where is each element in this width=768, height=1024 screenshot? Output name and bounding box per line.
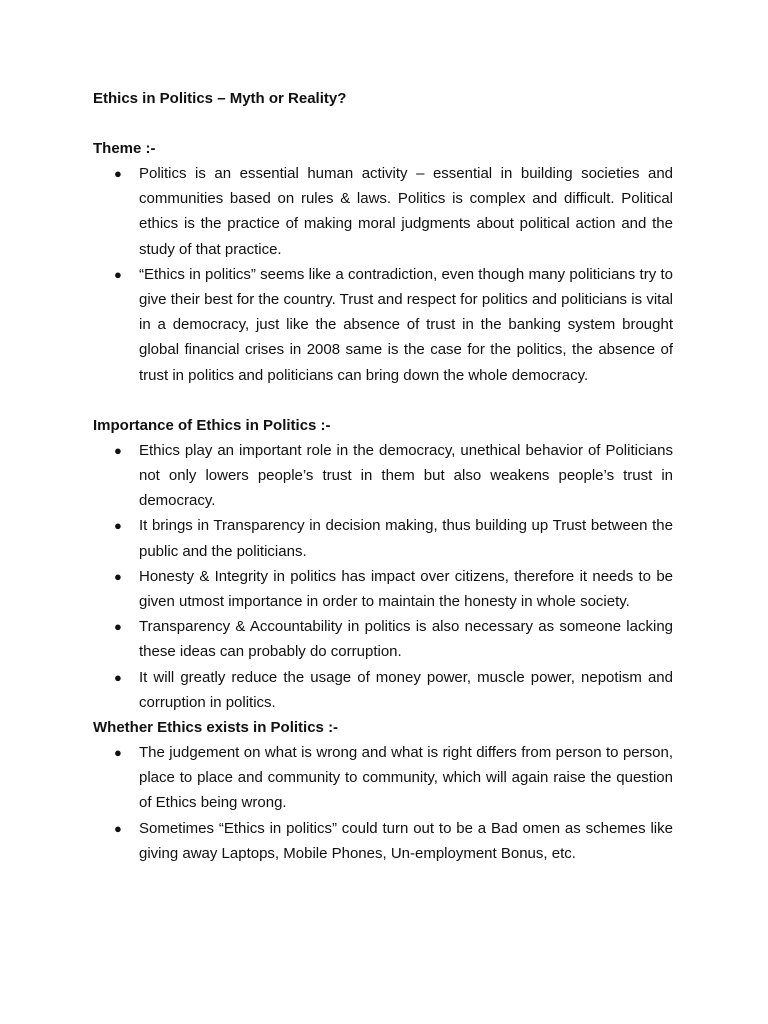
list-item-text: Transparency & Accountability in politics is also necessary as someone lacking these ideas can probably do corruption. [139,618,673,661]
bullet-list-importance [93,438,673,715]
bullet-icon: ● [114,669,122,685]
list-item [93,438,673,514]
spacer [93,388,673,413]
section-heading-existence: Whether Ethics exists in Politics :- [93,719,339,737]
list-item-text: Honesty & Integrity in politics has impact over citizens, therefore it needs to be given utmost importance in order to maintain the honesty in whole society. [139,567,673,611]
bullet-icon: ● [114,745,122,761]
bullet-icon: ● [114,166,122,181]
bullet-list-theme [93,161,673,388]
list-item [93,816,673,866]
bullet-icon: ● [114,266,122,282]
list-item-text: The judgement on what is wrong and what is right differs from person to person, place to place and community to community, which will again raise the question of Ethics being wrong. [139,744,673,812]
document-title: Ethics in Politics – Myth or Reality? [93,90,347,107]
spacer [93,111,673,136]
list-item-text: Ethics play an important role in the democracy, unethical behavior of Politicians not only lowers people’s trust in them but also weakens people’s trust in democracy. [139,441,673,510]
bullet-icon: ● [114,568,122,584]
bullet-icon: ● [114,619,122,635]
list-item-text: Politics is an essential human activity – essential in building societies and communities based on rules & laws. Politics is complex and difficult. Political ethics is the practice of making moral judgments about political action and the study of that practice. [139,165,673,258]
section-heading-theme: Theme :- [93,140,156,157]
list-item [93,740,673,816]
bullet-icon: ● [114,442,122,458]
bullet-icon: ● [114,820,122,836]
list-item-text: Sometimes “Ethics in politics” could turn out to be a Bad omen as schemes like giving away Laptops, Mobile Phones, Un-employment Bonus, etc. [139,819,673,862]
list-item [93,614,673,664]
bullet-list-existence [93,740,673,866]
list-item-text: It brings in Transparency in decision making, thus building up Trust between the public and the politicians. [139,517,673,560]
list-item [93,564,673,614]
list-item [93,161,673,262]
list-item [93,665,673,715]
document-page [93,86,673,866]
section-heading-importance: Importance of Ethics in Politics :- [93,416,331,434]
list-item-text: “Ethics in politics” seems like a contradiction, even though many politicians try to give their best for the country. Trust and respect for politics and politicians is vital in a democracy, just like the absence of trust in the banking system brought global financial crises in 2008 same is the case for the politics, the absence of trust in politics and politicians can bring down the whole democracy. [139,265,673,384]
bullet-icon: ● [114,518,122,534]
list-item-text: It will greatly reduce the usage of money power, muscle power, nepotism and corruption in politics. [139,668,673,711]
list-item [93,513,673,563]
list-item [93,262,673,388]
